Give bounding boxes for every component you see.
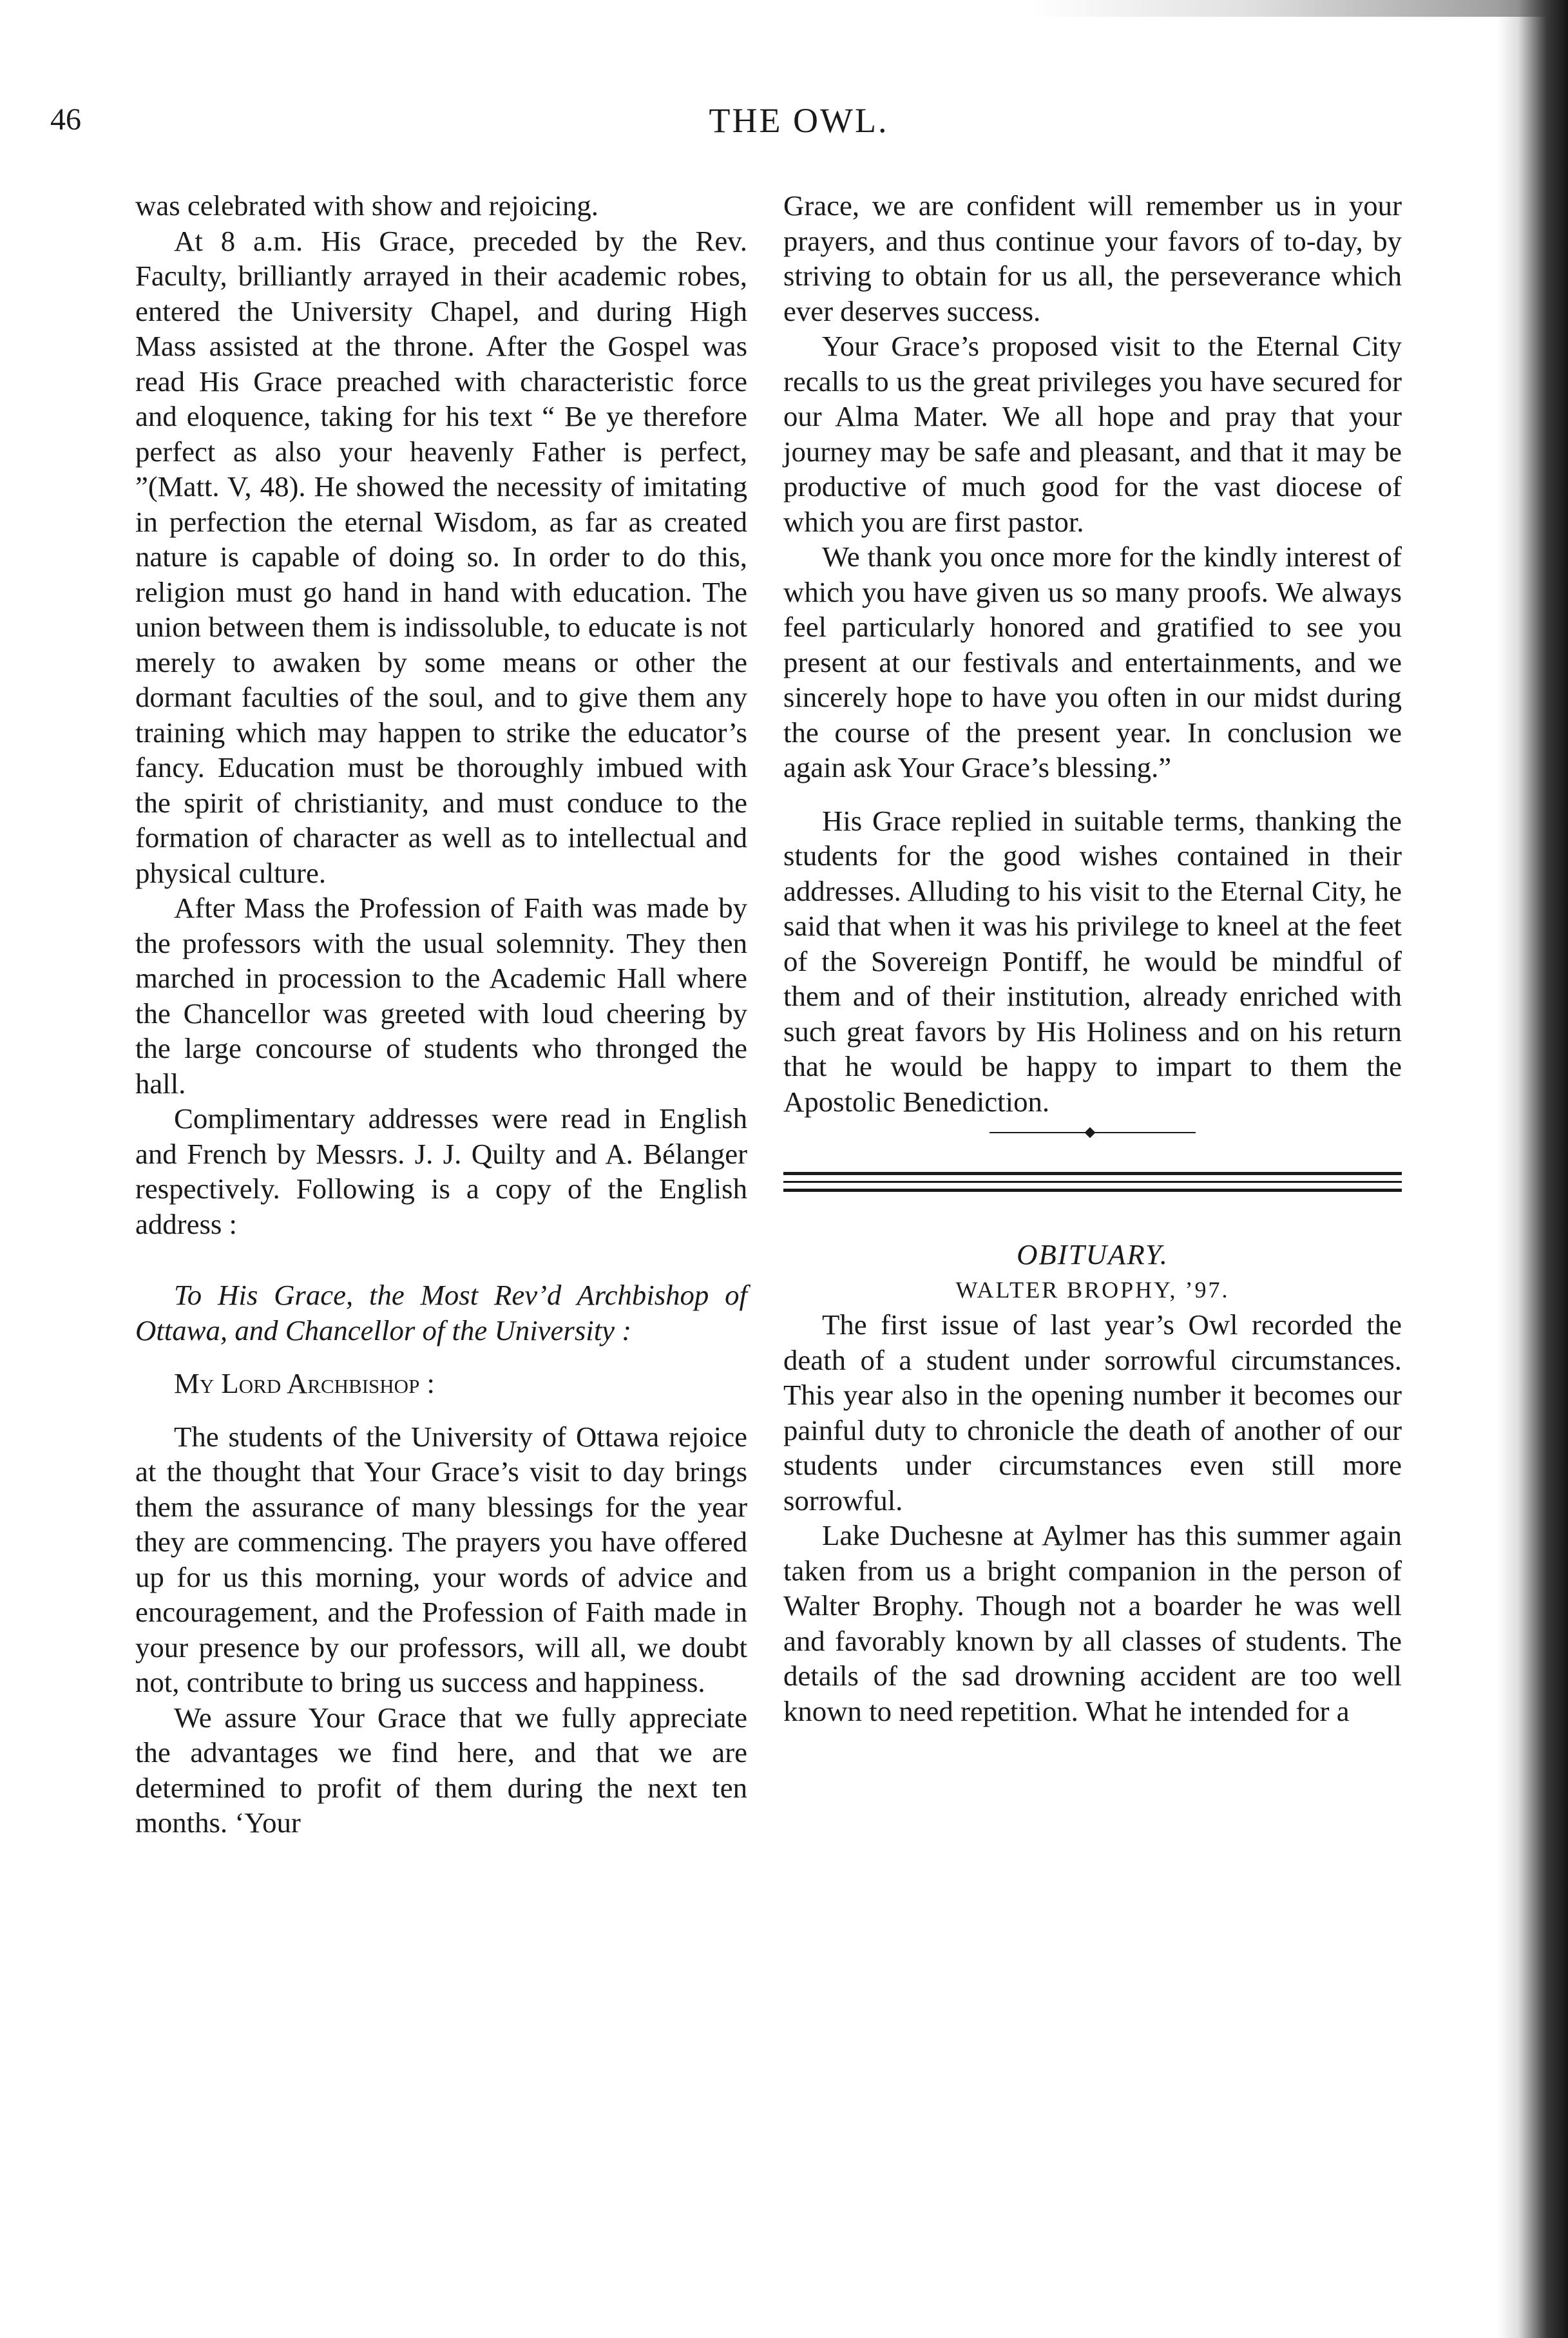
binding-edge [1497, 0, 1568, 2338]
top-scan-noise [1031, 0, 1568, 17]
spacer [135, 1348, 747, 1366]
obituary-title: OBITUARY. [1017, 1238, 1169, 1270]
rule-line [783, 1189, 1402, 1192]
section-divider-ornament [990, 1132, 1196, 1133]
right-paragraph-5: The first issue of last year’s Owl recorded the death of a student under sorrowful circumstances. This year also in the opening number it becomes our painful duty to chronicle the death of another of our students under circumstances even still more sorrowful. [783, 1308, 1402, 1517]
left-paragraph-2: At 8 a.m. His Grace, preceded by the Rev. Faculty, brilliantly arrayed in their academic robes, entered the University Chapel, and during High Mass assisted at the throne. After the Gospel was read His Grace preached with characteristic force and eloquence, taking for his text “ Be ye therefore perfect as also your heavenly Father is perfect, ”(Matt. V, 48). He showed the necessity of imitating in perfection the eternal Wisdom, as far as created nature is capable of doing so. In order to do this, religion must go hand in hand with education. The union between them is indissoluble, to educate is not merely to awaken by some means or other the dormant faculties of the soul, and to give them any training which may happen to strike the educator’s fancy. Education must be thoroughly imbued with the spirit of christianity, and must conduce to the formation of character as well as to intellectual and physical culture. [135, 224, 747, 889]
right-column [783, 188, 1402, 1729]
right-paragraph-4: His Grace replied in suitable terms, thanking the students for the good wishes contained in their addresses. Alluding to his visit to the Eternal City, he said that when it was his privilege to kneel at the feet of the Sovereign Pontiff, he would be mindful of them and of their institution, already enriched with such great favors by His Holiness and on his return that he would be happy to impart to them the Apostolic Benediction. [783, 804, 1402, 1118]
page-number: 46 [50, 102, 81, 137]
left-paragraph-4: Complimentary addresses were read in English and French by Messrs. J. J. Quilty and A. Bélanger respectively. Following is a copy of the English address : [135, 1102, 747, 1240]
left-column [135, 188, 747, 1841]
running-head: THE OWL. [709, 101, 889, 140]
address-heading: To His Grace, the Most Rev’d Archbishop of Ottawa, and Chancellor of the University : [135, 1279, 747, 1346]
right-paragraph-2: Your Grace’s proposed visit to the Eternal City recalls to us the great privileges you have secured for our Alma Mater. We all hope and pray that your journey may be safe and pleasant, and that it may be productive of much good for the vast diocese of which you are first pastor. [783, 330, 1402, 538]
right-paragraph-3: We thank you once more for the kindly interest of which you have given us so many proofs. We always feel particularly honored and gratified to see you present at our festivals and entertainments, and we sincerely hope to have you often in our midst during the course of the present year. In conclusion we again ask Your Grace’s blessing.” [783, 541, 1402, 783]
left-paragraph-1: was celebrated with show and rejoicing. [135, 189, 599, 222]
left-paragraph-5: The students of the University of Ottawa rejoice at the thought that Your Grace’s visit to day brings them the assurance of many blessings for the year they are commencing. The prayers you have offered up for us this morning, your words of advice and encouragement, and the Profession of Faith made in your presence by our professors, will all, we doubt not, contribute to bring us success and happiness. [135, 1420, 747, 1698]
obituary-rule [783, 1172, 1402, 1192]
rule-line [783, 1181, 1402, 1183]
salutation: My Lord Archbishop : [174, 1367, 435, 1399]
spacer [135, 1401, 747, 1419]
obituary-subhead: WALTER BROPHY, ’97. [955, 1276, 1230, 1303]
spacer [135, 1241, 747, 1278]
spacer [783, 785, 1402, 803]
rule-line [783, 1172, 1402, 1175]
left-paragraph-3: After Mass the Profession of Faith was made by the professors with the usual solemnity. They then marched in procession to the Academic Hall where the Chancellor was greeted with loud cheering by the large concourse of students who thronged the hall. [135, 892, 747, 1100]
right-paragraph-1: Grace, we are confident will remember us in your prayers, and thus continue your favors of to-day, by striving to obtain for us all, the perseverance which ever deserves success. [783, 189, 1402, 327]
right-paragraph-6: Lake Duchesne at Aylmer has this summer again taken from us a bright companion in the person of Walter Brophy. Though not a boarder he was well and favorably known by all classes of students. The details of the sad drowning accident are too well known to need repetition. What he intended for a [783, 1519, 1402, 1727]
left-paragraph-6: We assure Your Grace that we fully appreciate the advantages we find here, and that we are determined to profit of them during the next ten months. ‘Your [135, 1701, 747, 1839]
